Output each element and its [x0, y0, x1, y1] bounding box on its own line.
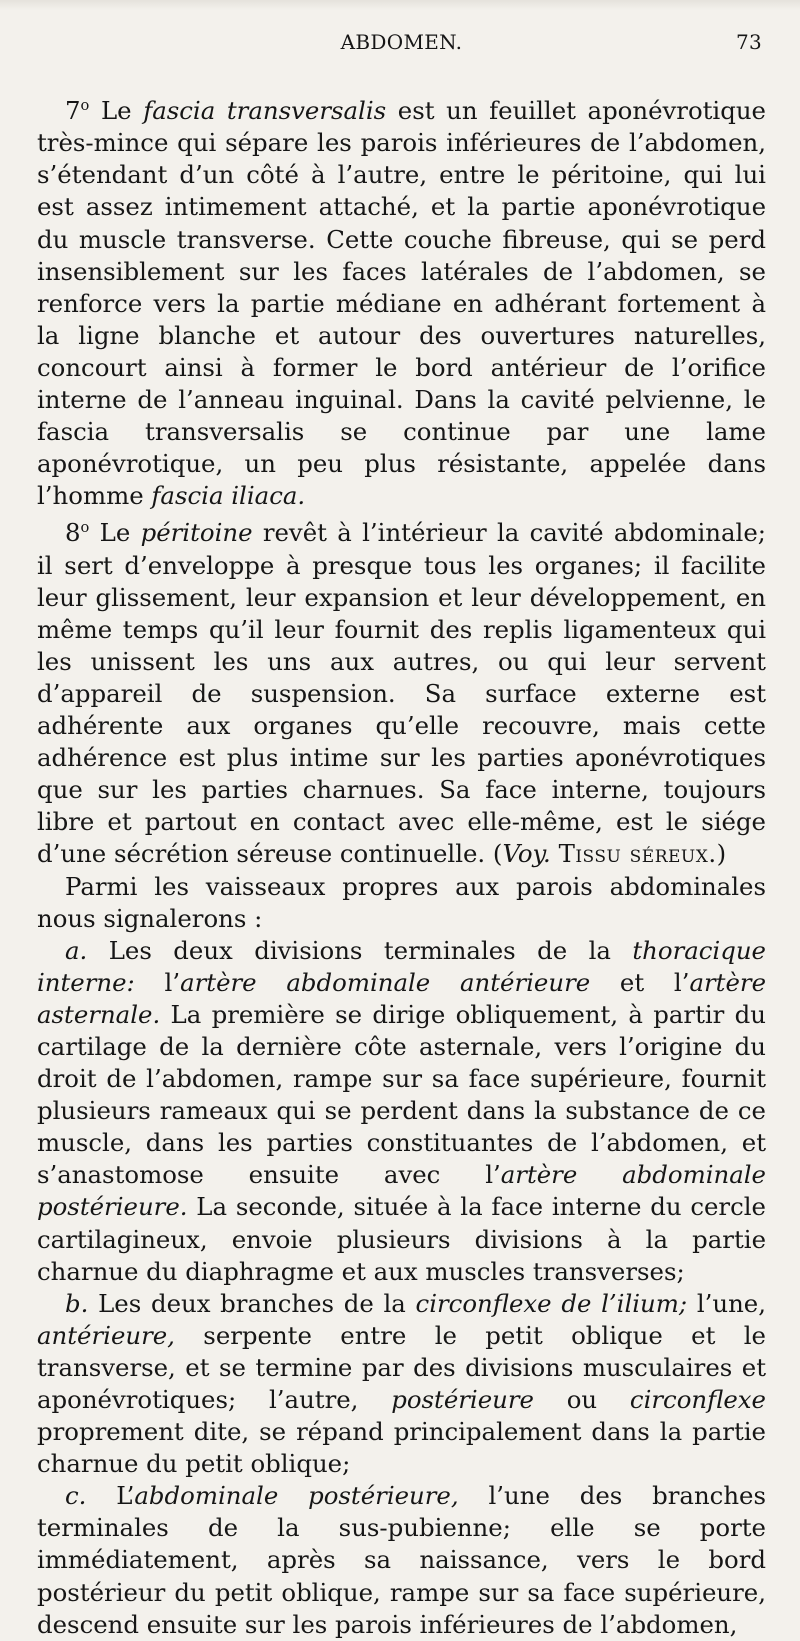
- text-run: l’une des branches terminales de la sus-pubienne; elle se porte immédiatement, après sa naissance, vers le bord postérieur du petit oblique, rampe sur sa face supérieure, descend ensuite sur les parois inférieures de l’abdomen,: [37, 1481, 767, 1639]
- text-run: Les deux branches de la: [88, 1288, 416, 1318]
- paragraph-item-c: [37, 1480, 766, 1640]
- paragraph-item-a: [37, 935, 766, 1288]
- italic-term: fascia iliaca.: [151, 481, 306, 511]
- italic-term: a.: [65, 935, 88, 965]
- italic-term: Voy.: [502, 839, 551, 869]
- italic-term: postérieure: [391, 1385, 534, 1414]
- italic-term: péritoine: [140, 518, 253, 548]
- italic-term: artère asternale.: [37, 967, 766, 1029]
- ordinal-superscript: o: [80, 97, 90, 114]
- page-top-shadow: [0, 0, 800, 10]
- text-run: Parmi les vaisseaux propres aux parois abdominales nous signalerons :: [37, 871, 766, 933]
- text-run: La première se dirige obliquement, à partir du cartilage de la dernière côte asternale, vers l’origine du droit de l’abdomen, rampe sur sa face supérieure, fournit plusieurs rameaux qui se perdent dans la substance de ce muscle, dans les parties constituantes de l’abdomen, et s’anastomose ensuite avec l’: [37, 999, 766, 1190]
- italic-term: circonflexe de l’ilium;: [415, 1288, 688, 1318]
- text-run: 8: [65, 518, 81, 548]
- text-run: et l’: [590, 967, 690, 997]
- italic-term: artère abdominale postérieure.: [37, 1160, 766, 1222]
- italic-term: artère abdominale antérieure: [180, 967, 591, 997]
- italic-term: abdominale postérieure,: [134, 1481, 459, 1511]
- text-run: proprement dite, se répand principalement dans la partie charnue du petit oblique;: [37, 1417, 766, 1479]
- italic-term: b.: [65, 1288, 89, 1318]
- italic-term: fascia transversalis: [143, 96, 387, 126]
- italic-term: thoracique interne:: [37, 935, 766, 997]
- ordinal-superscript: o: [80, 519, 90, 537]
- paragraph-item-b: [37, 1288, 766, 1481]
- text-run: Le: [89, 96, 144, 126]
- running-header: [37, 30, 766, 64]
- paragraph-peritoine: [37, 512, 766, 870]
- page-number: 73: [735, 30, 762, 54]
- italic-term: c.: [65, 1481, 87, 1511]
- text-run: ou: [533, 1385, 630, 1414]
- italic-term: antérieure,: [37, 1320, 175, 1350]
- italic-term: circonflexe: [629, 1385, 766, 1414]
- paragraph-fascia-transversalis: [37, 90, 766, 512]
- text-run: La seconde, située à la face interne du cercle cartilagineux, envoie plusieurs divisions à la partie charnue du diaphragme et aux muscles transverses;: [37, 1192, 766, 1286]
- text-run: l’: [134, 967, 181, 997]
- text-run: [551, 839, 559, 868]
- text-run: serpente entre le petit oblique et le transverse, et se termine par des divisions musculaires et aponévrotiques; l’autre,: [37, 1320, 766, 1414]
- paragraph-vaisseaux: [37, 871, 766, 935]
- text-run: L’: [86, 1481, 135, 1511]
- text-run: 7: [65, 96, 81, 126]
- text-run: revêt à l’intérieur la cavité abdominale; il sert d’enveloppe à presque tous les organes; il facilite leur glissement, leur expansion et leur développement, en même temps qu’il leur fournit des replis ligamenteux qui les unissent les uns aux autres, ou qui leur servent d’appareil de suspension. Sa surface externe est adhérente aux organes qu’elle recouvre, mais cette adhérence est plus intime sur les parties aponévrotiques que sur les parties charnues. Sa face interne, toujours libre et partout en contact avec elle-même, est le siége d’une sécrétion séreuse continuelle. (: [37, 518, 766, 869]
- text-run: l’une,: [687, 1288, 766, 1318]
- text-run: Le: [89, 518, 141, 548]
- text-run: ): [716, 839, 727, 869]
- text-run: est un feuillet aponévrotique très-mince qui sépare les parois inférieures de l’abdomen, s’étendant d’un côté à l’autre, entre le péritoine, qui lui est assez intimement attaché, et la partie aponévrotique du muscle transverse. Cette couche fibreuse, qui se perd insensiblement sur les faces latérales de l’abdomen, se renforce vers la partie médiane en adhérant fortement à la ligne blanche et autour des ouvertures naturelles, concourt ainsi à former le bord antérieur de l’orifice interne de l’anneau inguinal. Dans la cavité pelvienne, le fascia transversalis se continue par une lame aponévrotique, un peu plus résistante, appelée dans l’homme: [37, 96, 766, 511]
- running-title: ABDOMEN.: [340, 30, 463, 54]
- text-run: Les deux divisions terminales de la: [87, 935, 633, 965]
- small-caps-reference: Tissu séreux.: [558, 839, 717, 869]
- body-text: [37, 90, 766, 1641]
